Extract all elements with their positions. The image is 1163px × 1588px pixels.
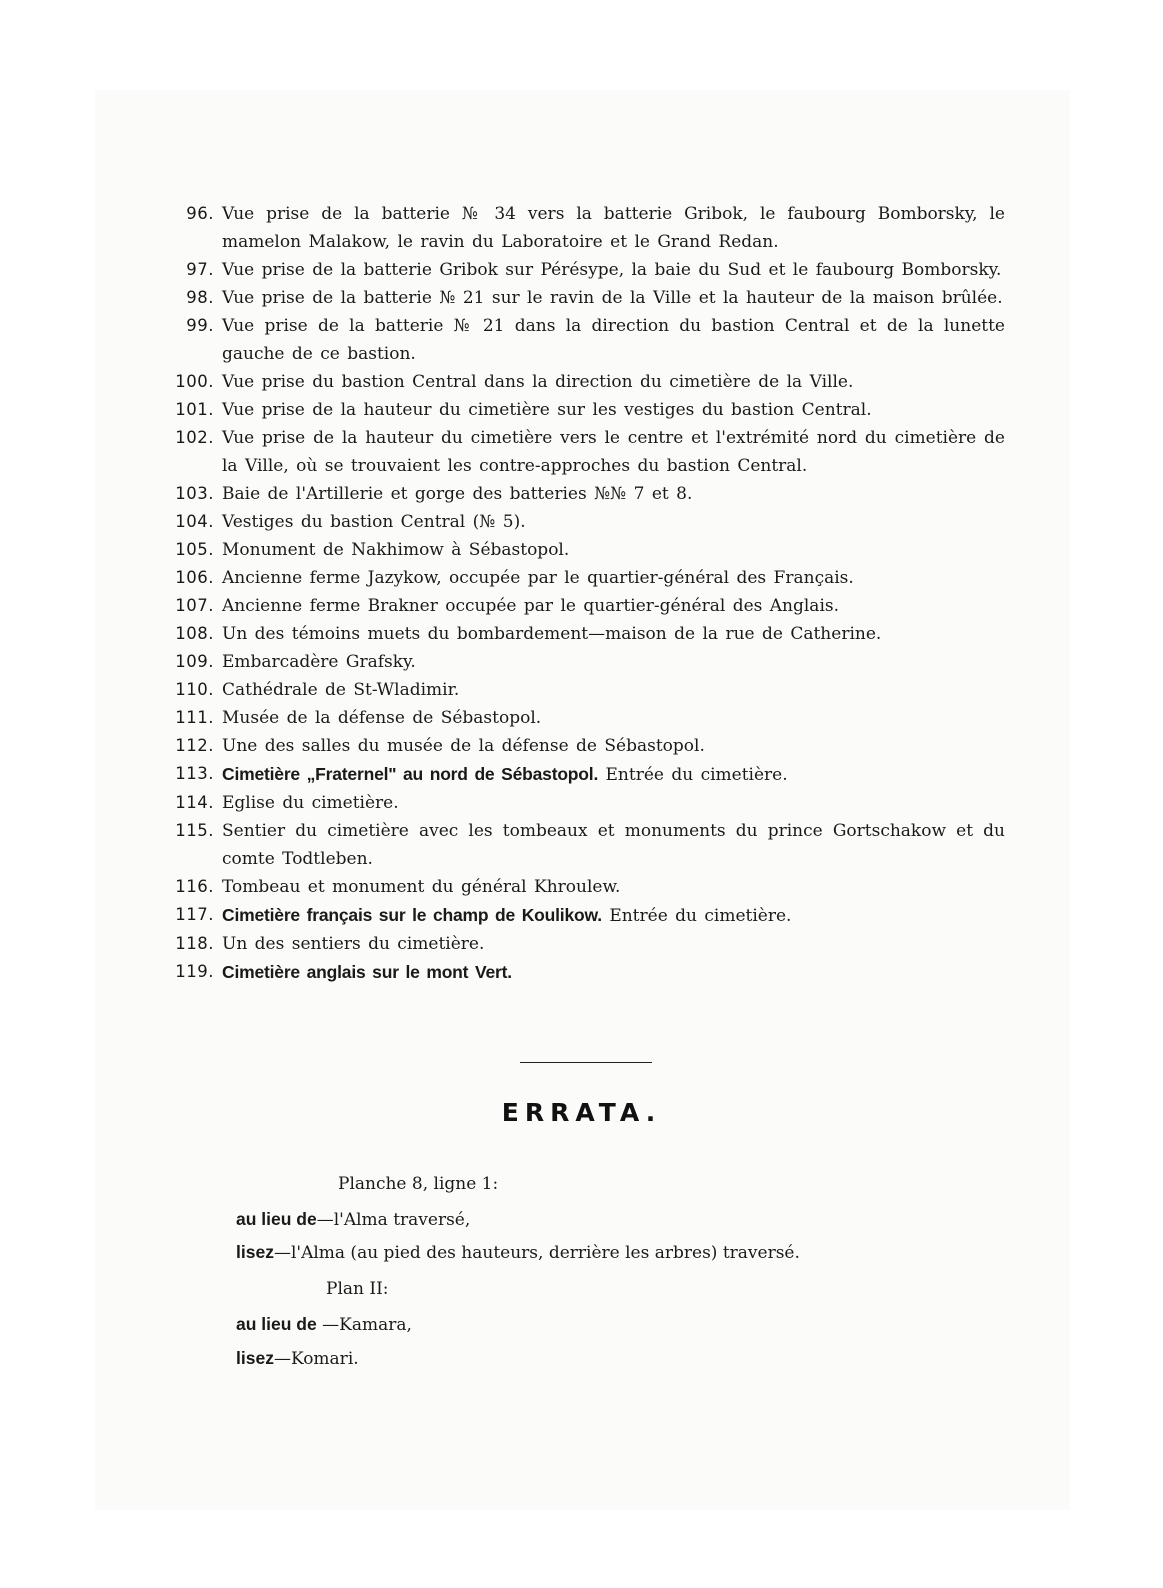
item-bold-title: Cimetière anglais sur le mont Vert.: [222, 962, 512, 982]
item-text: Vue prise de la hauteur du cimetière vers le centre et l'extrémité nord du cimetière de la Ville, où se trouvaient les contre-approches du bastion Central.: [222, 428, 1005, 476]
list-item: [160, 930, 1005, 958]
errata-planche-heading: Planche 8, ligne 1:: [338, 1174, 499, 1194]
errata-planche-lisez: [236, 1240, 800, 1265]
item-number: 102.: [175, 428, 214, 447]
list-item: [160, 789, 1005, 817]
section-divider: [520, 1062, 652, 1063]
item-text: Vestiges du bastion Central (№ 5).: [222, 512, 526, 532]
item-text: Eglise du cimetière.: [222, 793, 399, 813]
errata-lead: au lieu de: [236, 1209, 317, 1229]
item-number: 96.: [186, 204, 214, 223]
errata-plan-lisez: [236, 1346, 359, 1371]
item-number: 111.: [175, 708, 214, 727]
list-item: [160, 200, 1005, 256]
item-text: Sentier du cimetière avec les tombeaux et monuments du prince Gortschakow et du comte Todtleben.: [222, 821, 1005, 869]
item-number: 97.: [186, 260, 214, 279]
item-number: 115.: [175, 821, 214, 840]
item-text: Ancienne ferme Jazykow, occupée par le quartier-général des Français.: [222, 568, 854, 588]
item-text: Vue prise du bastion Central dans la direction du cimetière de la Ville.: [222, 372, 854, 392]
item-text: Monument de Nakhimow à Sébastopol.: [222, 540, 570, 560]
list-item: [160, 284, 1005, 312]
item-text: Vue prise de la batterie № 34 vers la batterie Gribok, le faubourg Bomborsky, le mamelon Malakow, le ravin du Laboratoire et le Grand Redan.: [222, 204, 1005, 252]
item-number: 101.: [175, 400, 214, 419]
list-item: [160, 958, 1005, 987]
item-bold-title: Cimetière français sur le champ de Koulikow.: [222, 905, 602, 925]
item-text: Vue prise de la batterie Gribok sur Pérésype, la baie du Sud et le faubourg Bomborsky.: [222, 260, 1002, 280]
item-number: 117.: [175, 905, 214, 924]
item-number: 98.: [186, 288, 214, 307]
errata-heading: ERRATA.: [501, 1098, 662, 1127]
list-item: [160, 592, 1005, 620]
list-item: [160, 620, 1005, 648]
item-text: Embarcadère Grafsky.: [222, 652, 416, 672]
list-item: [160, 732, 1005, 760]
item-bold-title: Cimetière „Fraternel" au nord de Sébastopol.: [222, 764, 599, 784]
item-number: 112.: [175, 736, 214, 755]
list-item: [160, 368, 1005, 396]
item-number: 109.: [175, 652, 214, 671]
errata-correction-text: —Komari.: [273, 1349, 359, 1369]
list-item: [160, 704, 1005, 732]
item-text: Vue prise de la batterie № 21 sur le ravin de la Ville et la hauteur de la maison brûlée.: [222, 288, 1003, 308]
item-number: 99.: [186, 316, 214, 335]
errata-correction-text: —Kamara,: [316, 1315, 412, 1335]
list-item: [160, 424, 1005, 480]
item-number: 118.: [175, 934, 214, 953]
item-text: [222, 958, 1005, 987]
item-number: 110.: [175, 680, 214, 699]
errata-lead: lisez: [236, 1348, 274, 1368]
item-number: 108.: [175, 624, 214, 643]
item-number: 116.: [175, 877, 214, 896]
errata-planche-lieu: [236, 1207, 470, 1232]
item-number: 113.: [175, 764, 214, 783]
item-text: [222, 901, 1005, 930]
errata-plan-heading: Plan II:: [326, 1279, 389, 1299]
item-number: 106.: [175, 568, 214, 587]
item-number: 104.: [175, 512, 214, 531]
list-item: [160, 901, 1005, 930]
errata-lead: au lieu de: [236, 1314, 317, 1334]
list-item: [160, 817, 1005, 873]
list-item: [160, 480, 1005, 508]
errata-correction-text: —l'Alma (au pied des hauteurs, derrière les arbres) traversé.: [273, 1243, 800, 1263]
errata-correction-text: —l'Alma traversé,: [316, 1210, 471, 1230]
errata-plan-lieu: [236, 1312, 412, 1337]
item-number: 103.: [175, 484, 214, 503]
list-item: [160, 564, 1005, 592]
item-number: 119.: [175, 962, 214, 981]
item-text-rest: Entrée du cimetière.: [609, 906, 792, 926]
item-number: 100.: [175, 372, 214, 391]
list-item: [160, 676, 1005, 704]
errata-lead: lisez: [236, 1242, 274, 1262]
item-number: 114.: [175, 793, 214, 812]
item-number: 107.: [175, 596, 214, 615]
item-text: Une des salles du musée de la défense de Sébastopol.: [222, 736, 705, 756]
item-text: Un des sentiers du cimetière.: [222, 934, 485, 954]
list-item: [160, 312, 1005, 368]
list-item: [160, 648, 1005, 676]
item-text: Tombeau et monument du général Khroulew.: [222, 877, 621, 897]
item-text-rest: Entrée du cimetière.: [605, 765, 788, 785]
item-number: 105.: [175, 540, 214, 559]
list-item: [160, 873, 1005, 901]
item-text: [222, 760, 1005, 789]
item-text: Musée de la défense de Sébastopol.: [222, 708, 542, 728]
item-text: Ancienne ferme Brakner occupée par le quartier-général des Anglais.: [222, 596, 840, 616]
list-item: [160, 396, 1005, 424]
list-item: [160, 256, 1005, 284]
item-text: Vue prise de la batterie № 21 dans la direction du bastion Central et de la lunette gauche de ce bastion.: [222, 316, 1005, 364]
list-item: [160, 508, 1005, 536]
item-text: Baie de l'Artillerie et gorge des batteries №№ 7 et 8.: [222, 484, 693, 504]
item-text: Cathédrale de St-Wladimir.: [222, 680, 460, 700]
item-text: Un des témoins muets du bombardement—maison de la rue de Catherine.: [222, 624, 882, 644]
item-text: Vue prise de la hauteur du cimetière sur les vestiges du bastion Central.: [222, 400, 872, 420]
list-item: [160, 760, 1005, 789]
plate-list: [160, 200, 1005, 987]
list-item: [160, 536, 1005, 564]
